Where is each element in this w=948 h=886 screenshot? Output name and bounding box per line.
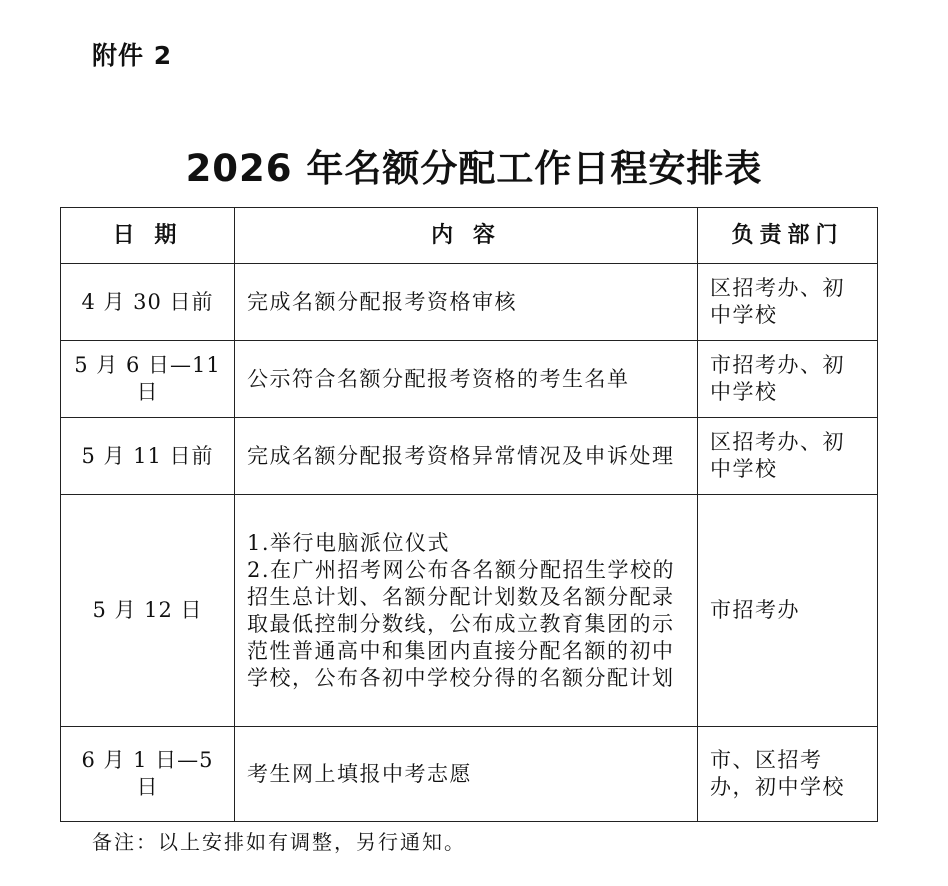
table-header-row <box>61 208 878 264</box>
header-content: 内 容 <box>235 208 698 264</box>
header-department: 负责部门 <box>698 208 878 264</box>
row-content <box>235 727 698 822</box>
row-department: 市招考办、初中学校 <box>698 341 878 418</box>
row-date: 5 月 11 日前 <box>61 418 235 495</box>
row-content <box>235 264 698 341</box>
row-content-line: 完成名额分配报考资格审核 <box>247 289 517 314</box>
row-content-line: 考生网上填报中考志愿 <box>247 761 472 786</box>
table-row <box>61 418 878 495</box>
row-department: 区招考办、初中学校 <box>698 264 878 341</box>
row-content-line: 完成名额分配报考资格异常情况及申诉处理 <box>247 443 675 468</box>
schedule-table <box>60 207 878 822</box>
header-date: 日 期 <box>61 208 235 264</box>
table-row <box>61 341 878 418</box>
row-content-line: 1.举行电脑派位仪式 <box>247 530 451 555</box>
document-title: 2026 年名额分配工作日程安排表 <box>185 147 763 190</box>
row-content <box>235 341 698 418</box>
row-department: 区招考办、初中学校 <box>698 418 878 495</box>
table-row <box>61 727 878 822</box>
table-row <box>61 495 878 727</box>
row-department: 市招考办 <box>698 495 878 727</box>
attachment-label: 附件 2 <box>92 41 173 70</box>
row-content <box>235 418 698 495</box>
footnote: 备注：以上安排如有调整，另行通知。 <box>92 830 466 854</box>
row-content-line: 2.在广州招考网公布各名额分配招生学校的招生总计划、名额分配计划数及名额分配录取最低控制分数线，公布成立教育集团的示范性普通高中和集团内直接分配名额的初中学校，公布各初中学校分得的名额分配计划 <box>247 557 676 690</box>
table-row <box>61 264 878 341</box>
row-content <box>235 495 698 727</box>
row-date: 6 月 1 日—5 日 <box>61 727 235 822</box>
row-department: 市、区招考办，初中学校 <box>698 727 878 822</box>
row-date: 4 月 30 日前 <box>61 264 235 341</box>
row-date: 5 月 12 日 <box>61 495 235 727</box>
row-content-line: 公示符合名额分配报考资格的考生名单 <box>247 366 630 391</box>
row-date: 5 月 6 日—11 日 <box>61 341 235 418</box>
